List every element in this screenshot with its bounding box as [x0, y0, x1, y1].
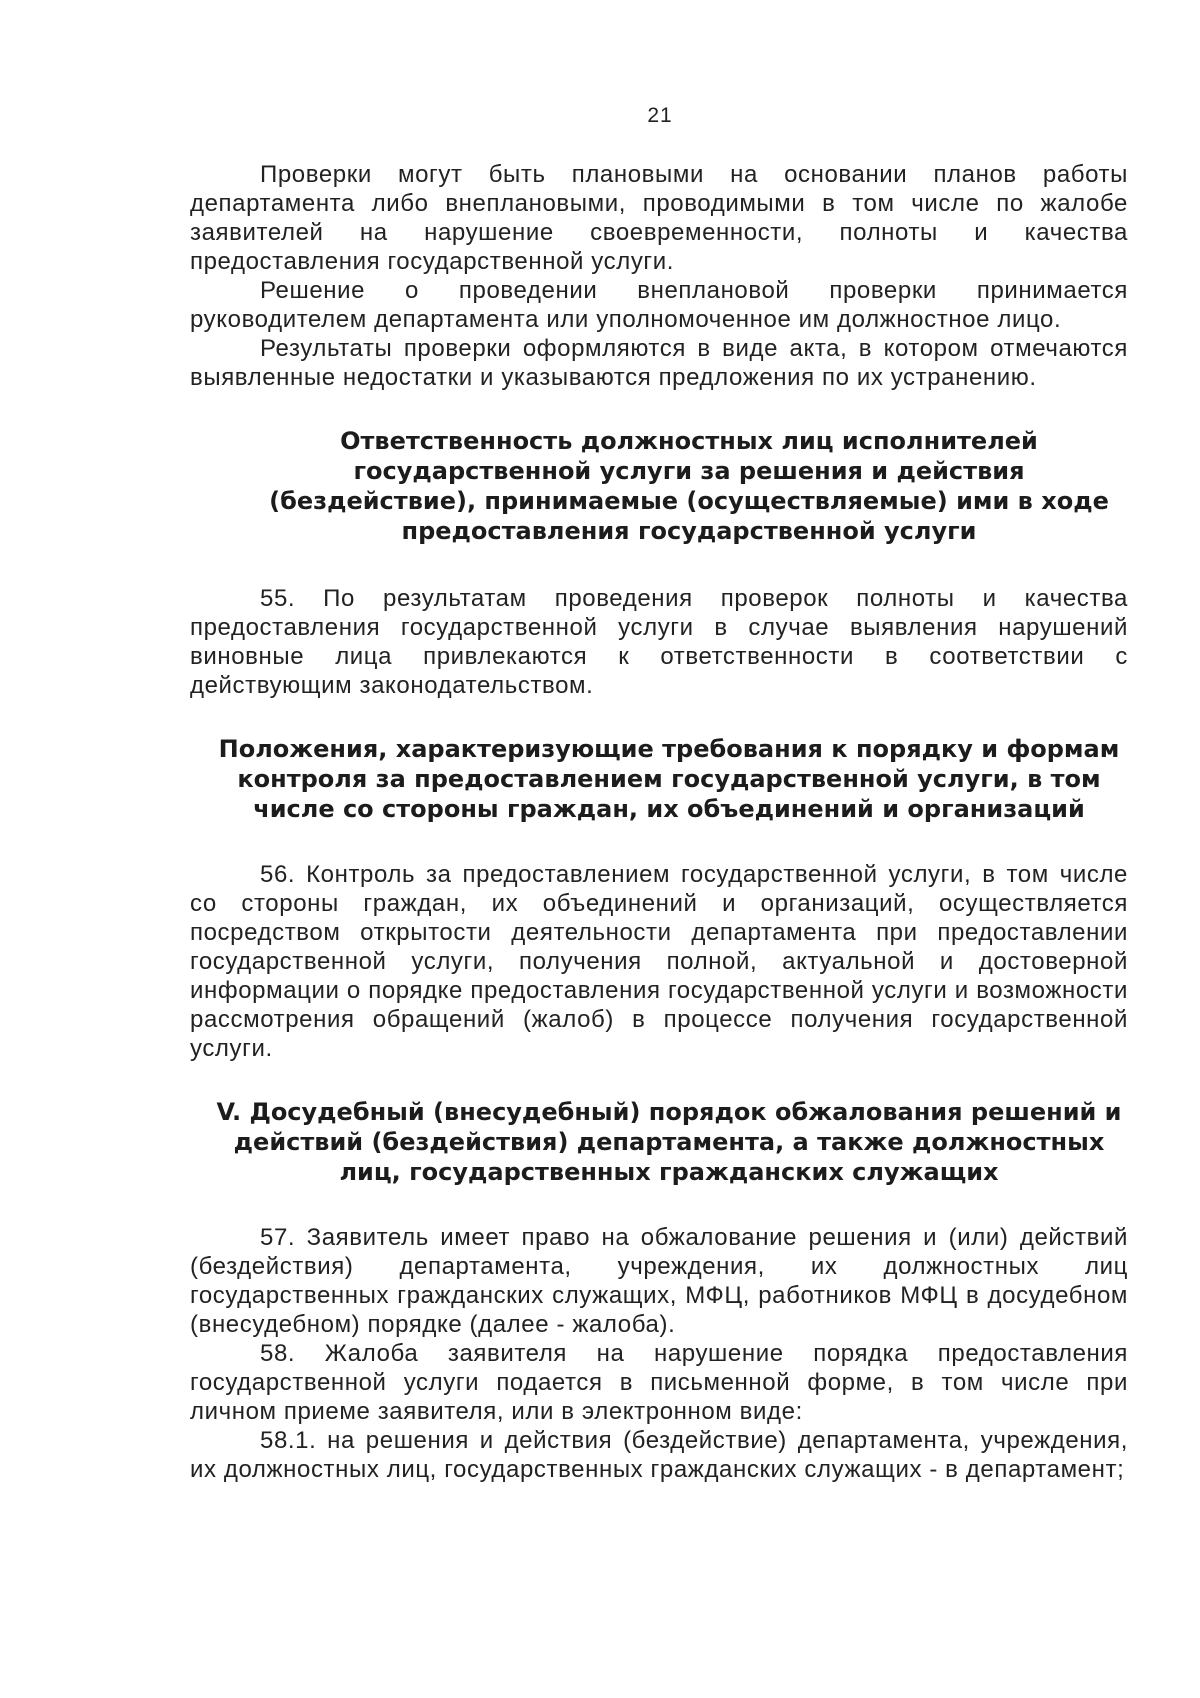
paragraph-57: 57. Заявитель имеет право на обжалование решения и (или) действий (бездействия) департамента, учреждения, их должностных лиц государственных гражданских служащих, МФЦ, работников МФЦ в досудебном (внесудебном) порядке (далее - жалоба).	[190, 1224, 1128, 1338]
paragraph-58: 58. Жалоба заявителя на нарушение порядка предоставления государственной услуги подается в письменной форме, в том числе при личном приеме заявителя, или в электронном виде:	[190, 1340, 1128, 1425]
paragraph-58-1: 58.1. на решения и действия (бездействие) департамента, учреждения, их должностных лиц, государственных гражданских служащих - в департамент;	[190, 1427, 1128, 1483]
paragraph-56: 56. Контроль за предоставлением государственной услуги, в том числе со стороны граждан, их объединений и организаций, осуществляется посредством открытости деятельности департамента при предоставлении государственной услуги, получения полной, актуальной и достоверной информации о порядке предоставления государственной услуги и возможности рассмотрения обращений (жалоб) в процессе получения государственной услуги.	[190, 861, 1128, 1062]
section-heading-control: Положения, характеризующие требования к порядку и формам контроля за предоставлением государственной услуги, в том числе со стороны граждан, их объединений и организаций	[218, 735, 1120, 823]
paragraph-inspection-results: Результаты проверки оформляются в виде акта, в котором отмечаются выявленные недостатки и указываются предложения по их устранению.	[190, 335, 1128, 391]
paragraph-55: 55. По результатам проведения проверок полноты и качества предоставления государственной услуги в случае выявления нарушений виновные лица привлекаются к ответственности в соответствии с действующим законодательством.	[190, 585, 1128, 699]
page-number: 21	[647, 104, 673, 127]
section-heading-responsibility: Ответственность должностных лиц исполнителей государственной услуги за решения и действия (бездействие), принимаемые (осуществляемые) ими в ходе предоставления государственной услуги	[269, 427, 1109, 545]
section-heading-appeal: V. Досудебный (внесудебный) порядок обжалования решений и действий (бездействия) департамента, а также должностных лиц, государственных гражданских служащих	[216, 1098, 1122, 1186]
paragraph-inspection-types: Проверки могут быть плановыми на основании планов работы департамента либо внеплановыми, проводимыми в том числе по жалобе заявителей на нарушение своевременности, полноты и качества предоставления государственной услуги.	[190, 161, 1128, 275]
document-body	[190, 160, 1128, 1484]
paragraph-unscheduled-decision: Решение о проведении внеплановой проверки принимается руководителем департамента или уполномоченное им должностное лицо.	[190, 277, 1128, 333]
